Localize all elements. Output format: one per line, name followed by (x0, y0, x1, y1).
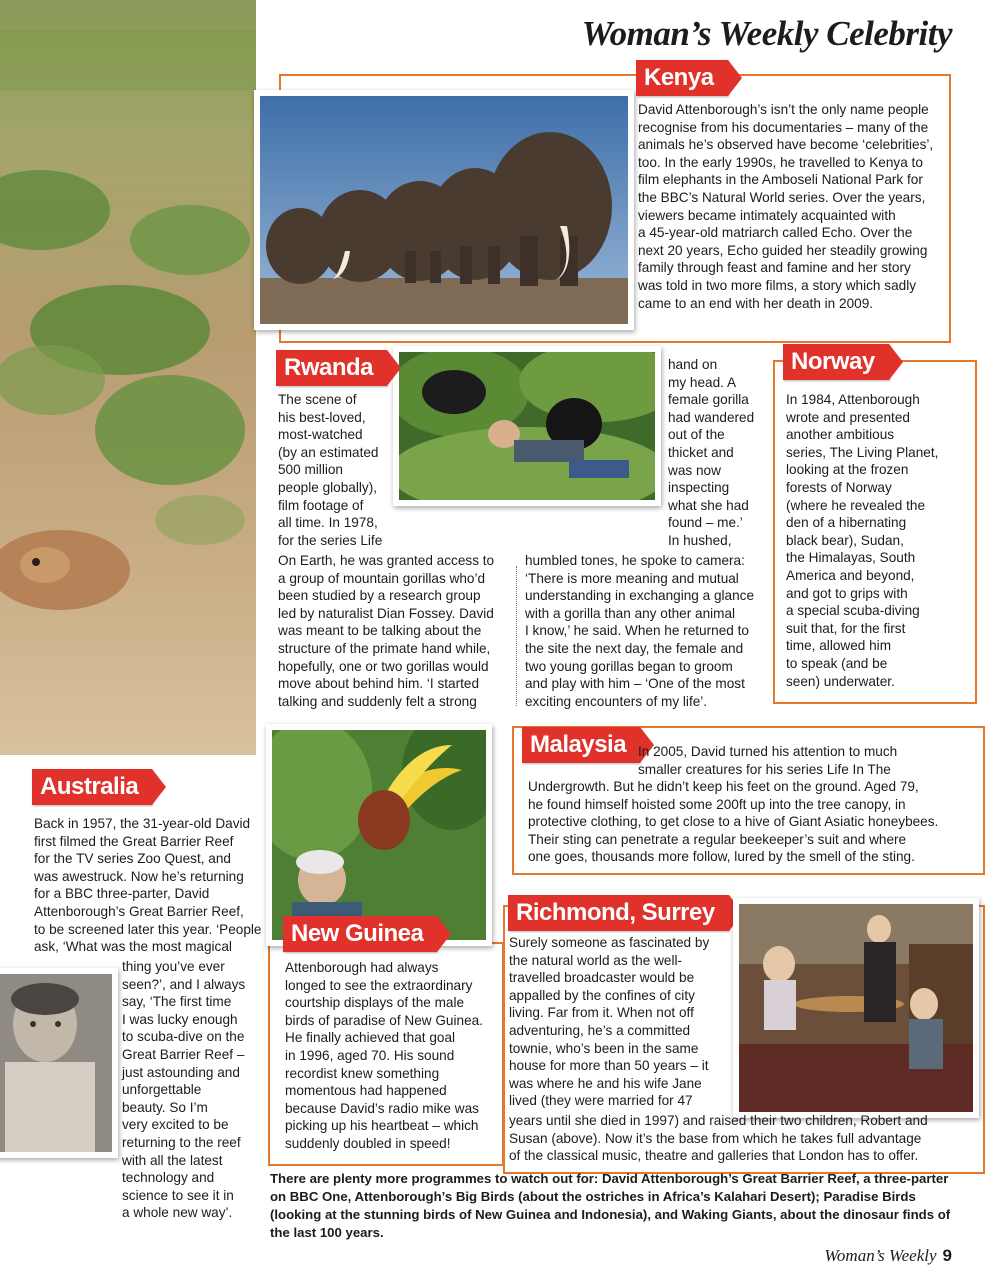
gorilla-photo (393, 346, 661, 506)
young-david-photo (0, 968, 118, 1158)
rwanda-col1-top: The scene of his best-loved, most-watched (by an estimated 500 million people globally), film footage of all time. In 1978, for the series Life (278, 392, 383, 548)
column-divider (516, 566, 517, 706)
section-tag-norway: Norway (783, 344, 889, 380)
section-tag-richmond: Richmond, Surrey (508, 895, 729, 931)
more-programmes-note: There are plenty more programmes to watch out for: David Attenborough’s Great Barrier Reef, a three-parter on BBC One, Attenborough’s Big Birds (about the ostriches in Africa’s Kalahari Desert); Paradise Birds (looking at the stunning birds of New Guinea and Indonesia), and Waking Giants, about the dinosaur finds of the last 100 years. (270, 1171, 951, 1240)
page-footer (824, 1246, 952, 1266)
page-number: 9 (942, 1246, 952, 1265)
australia-body-top: Back in 1957, the 31-year-old David first filmed the Great Barrier Reef for the TV series Zoo Quest, and was awestruck. Now he’s returning for a BBC three-parter, David Attenborough’s Great Barrier Reef, to be screened later this year. ‘People ask, ‘What was the most magical (34, 816, 262, 955)
section-tag-kenya: Kenya (636, 60, 728, 96)
meerkat-photo (0, 0, 256, 755)
family-photo (733, 898, 979, 1118)
section-tag-rwanda: Rwanda (276, 350, 387, 386)
rwanda-col2-top: hand on my head. A female gorilla had wandered out of the thicket and was now inspecting what she had found – me.’ In hushed, (668, 357, 755, 548)
richmond-body-bottom: years until she died in 1997) and raised their two children, Robert and Susan (above). Now it’s the base from which he takes full advantage of the classical music, theatre and galleries that London has to offer. (509, 1113, 928, 1164)
footer-magazine: Woman’s Weekly (824, 1246, 937, 1265)
bird-of-paradise-photo (266, 724, 492, 946)
section-tag-malaysia: Malaysia (522, 727, 640, 763)
section-tag-australia: Australia (32, 769, 152, 805)
malaysia-body-bottom: Undergrowth. But he didn’t keep his feet on the ground. Aged 79, he found himself hoisted some 200ft up into the tree canopy, in protective clothing, to get close to a hive of Giant Asiatic honeybees. Their sting can penetrate a regular beekeeper’s suit and where one goes, thousands more follow, lured by the smell of the sting. (528, 779, 939, 865)
rwanda-col2-bottom: humbled tones, he spoke to camera: ‘There is more meaning and mutual understanding in exchanging a glance with a gorilla than any other animal I know,’ he said. When he returned to the site the next day, the female and two young gorillas began to groom and play with him – ‘One of the most exciting encounters of my life’. (525, 553, 755, 709)
page-title: Woman’s Weekly Celebrity (581, 14, 952, 53)
section-tag-new-guinea: New Guinea (283, 916, 437, 952)
malaysia-body-top: In 2005, David turned his attention to much smaller creatures for his series Life In The (638, 744, 898, 777)
elephants-photo (254, 90, 634, 330)
kenya-body: David Attenborough’s isn’t the only name people recognise from his documentaries – many of the animals he’s observed have become ‘celebrities’, too. In the early 1990s, he travelled to Kenya to film elephants in the Amboseli National Park for the BBC’s Natural World series. Over the years, viewers became intimately acquainted with a 45-year-old matriarch called Echo. Over the next 20 years, Echo guided her steadily growing family through feast and famine and her story was told in two more films, a story which sadly came to an end with her death in 2009. (638, 102, 934, 311)
norway-body: In 1984, Attenborough wrote and presented another ambitious series, The Living Planet, looking at the frozen forests of Norway (where he revealed the den of a hibernating black bear), Sudan, the Himalayas, South America and beyond, and got to grips with a special scuba-diving suit that, for the first time, allowed him to speak (and be seen) underwater. (786, 392, 939, 689)
australia-body-bottom: thing you’ve ever seen?’, and I always say, ‘The first time I was lucky enough to scuba-dive on the Great Barrier Reef – just astounding and unforgettable beauty. So I’m very excited to be returning to the reef with all the latest technology and science to see it in a whole new way’. (122, 959, 246, 1221)
rwanda-col1-bottom: On Earth, he was granted access to a group of mountain gorillas who’d been studied by a research group led by naturalist Dian Fossey. David was meant to be talking about the structure of the primate hand while, hopefully, one or two gorillas would move about behind him. ‘I started talking and suddenly felt a strong (278, 553, 495, 709)
richmond-body-top: Surely someone as fascinated by the natural world as the well- travelled broadcaster would be appalled by the confines of city living. Far from it. When not off adventuring, he’s a committed townie, who’s been in the same house for more than 50 years – it was where he and his wife Jane lived (they were married for 47 (509, 935, 710, 1109)
new-guinea-body: Attenborough had always longed to see the extraordinary courtship displays of the male birds of paradise of New Guinea. He finally achieved that goal in 1996, aged 70. His sound recordist knew something momentous had happened because David’s radio mike was picking up his heartbeat – which suddenly doubled in speed! (285, 960, 483, 1151)
